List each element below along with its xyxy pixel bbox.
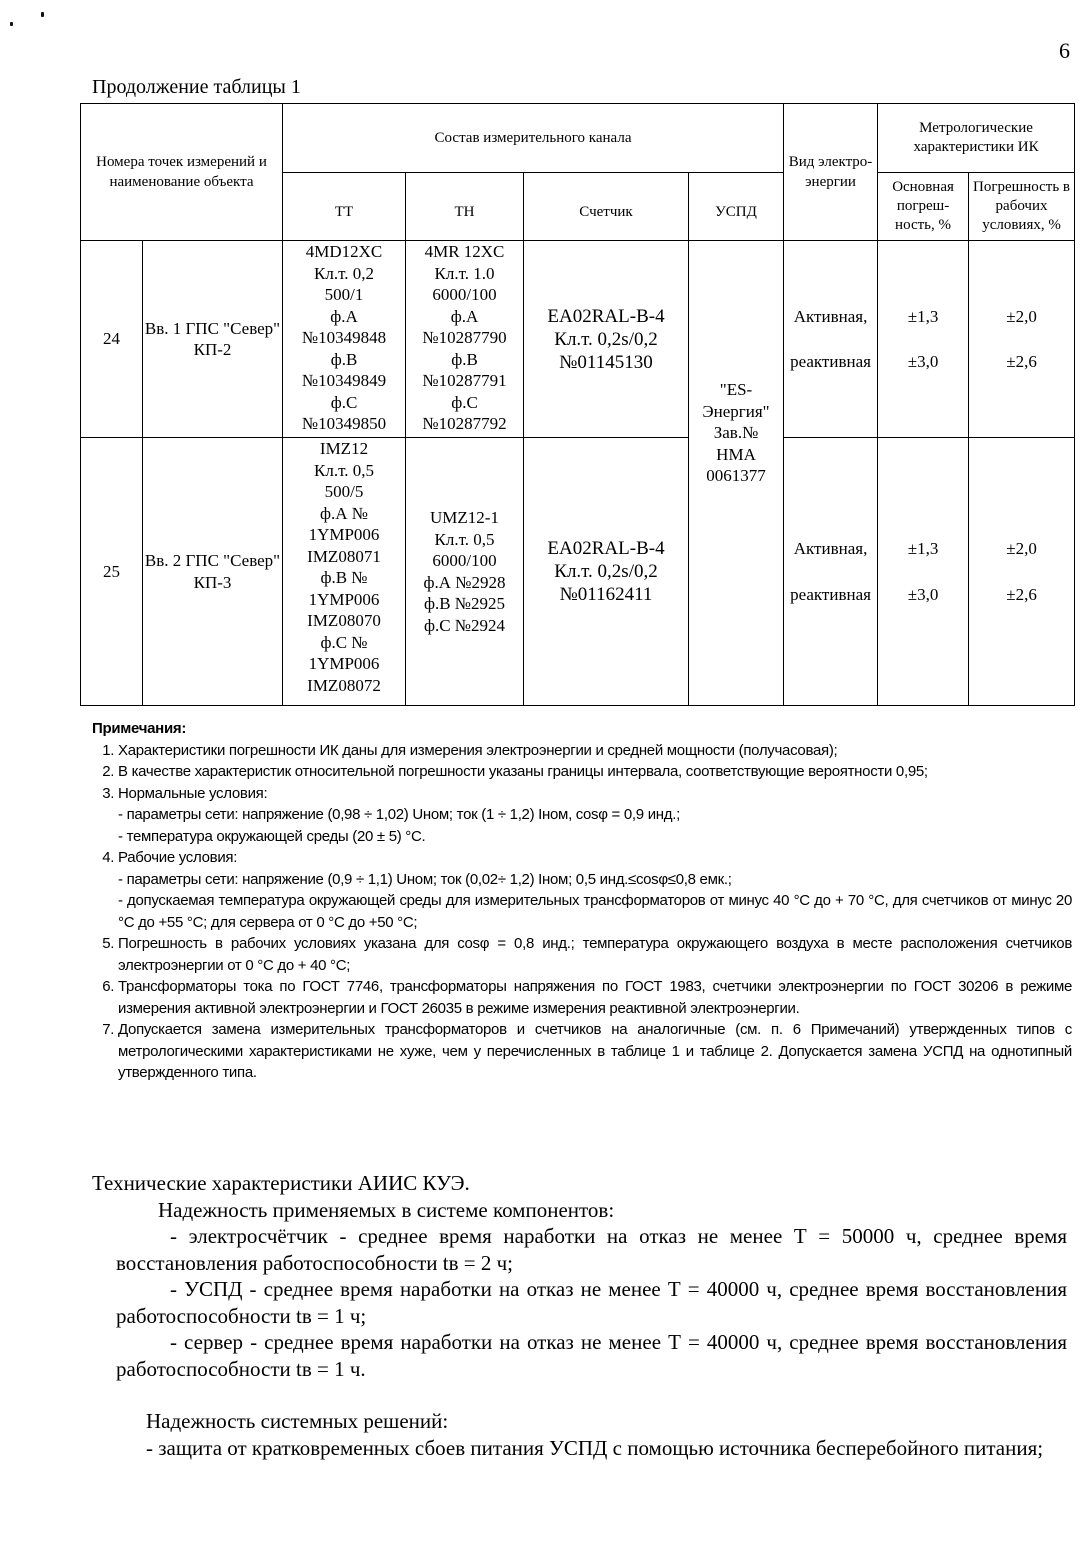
measurement-table <box>80 103 1075 706</box>
note-item: 4. Рабочие условия: - параметры сети: напряжение (0,9 ÷ 1,1) Uном; ток (0,02÷ 1,2) Iном; 0,5 инд.≤cosφ≤0,8 емк.; - допускаемая температура окружающей среды для измерительных трансформаторов от минус 40 °С до + 70 °С, для счетчиков от минус 20 °С до +55 °С; для сервера от 0 °С до +50 °С; <box>118 847 1072 933</box>
notes-title: Примечания: <box>92 720 187 737</box>
reliability-system-heading: Надежность системных решений: <box>146 1409 449 1433</box>
point-number: 25 <box>81 438 143 706</box>
tt-cell: IMZ12 Кл.т. 0,5 500/5 ф.А № 1YMP006 IMZ08071 ф.В № 1YMP006 IMZ08070 ф.С № 1YMP006 IMZ08072 <box>283 438 406 706</box>
note-item: 1. Характеристики погрешности ИК даны для измерения электроэнергии и средней мощности (получасовая); <box>118 740 1072 762</box>
header-channel: Состав измерительного канала <box>283 104 784 173</box>
meter-cell: EA02RAL-B-4 Кл.т. 0,2s/0,2 №01162411 <box>524 438 689 706</box>
notes-section <box>92 718 1072 1084</box>
point-number: 24 <box>81 241 143 438</box>
work-error-cell: ±2,0 ±2,6 <box>969 241 1075 438</box>
table-caption: Продолжение таблицы 1 <box>92 76 301 98</box>
table-row-25 <box>81 438 1075 706</box>
header-energy-type: Вид электро-энергии <box>784 104 878 241</box>
header-work-error: Погрешность в рабочих условиях, % <box>969 173 1075 241</box>
uspd-cell: "ES- Энергия" Зав.№ НМА 0061377 <box>689 241 784 706</box>
page-number: 6 <box>1059 38 1070 63</box>
energy-type-cell: Активная, реактивная <box>784 438 878 706</box>
tn-cell: UMZ12-1 Кл.т. 0,5 6000/100 ф.А №2928 ф.В №2925 ф.С №2924 <box>406 438 524 706</box>
ups-protection: - защита от кратковременных сбоев питания УСПД с помощью источника бесперебойного питания; <box>146 1435 1044 1460</box>
header-basic-error: Основная погреш-ность, % <box>878 173 969 241</box>
note-item: 6. Трансформаторы тока по ГОСТ 7746, трансформаторы напряжения по ГОСТ 1983, счетчики электроэнергии по ГОСТ 30206 в режиме измерения активной электроэнергии и ГОСТ 26035 в режиме измерения реактивной электроэнергии. <box>118 976 1072 1019</box>
uspd-reliability: - УСПД - среднее время наработки на отказ не менее Т = 40000 ч, среднее время восстановления работоспособности tв = 1 ч; <box>116 1277 1067 1328</box>
scan-speck <box>41 12 44 17</box>
note-item: 7. Допускается замена измерительных трансформаторов и счетчиков на аналогичные (см. п. 6 Примечаний) утвержденных типов с метрологическими характеристиками не хуже, чем у перечисленных в таблице 1 и таблице 2. Допускается замена УСПД на однотипный утвержденного типа. <box>118 1019 1072 1084</box>
basic-error-cell: ±1,3 ±3,0 <box>878 438 969 706</box>
energy-type-cell: Активная, реактивная <box>784 241 878 438</box>
header-metrology: Метрологические характеристики ИК <box>878 104 1075 173</box>
header-points: Номера точек измерений и наименование объекта <box>81 104 283 241</box>
tt-cell: 4MD12XC Кл.т. 0,2 500/1 ф.А №10349848 ф.В №10349849 ф.С №10349850 <box>283 241 406 438</box>
tech-heading: Технические характеристики АИИС КУЭ. <box>92 1171 470 1195</box>
header-meter: Счетчик <box>524 173 689 241</box>
scan-speck <box>10 22 13 26</box>
header-uspd: УСПД <box>689 173 784 241</box>
basic-error-cell: ±1,3 ±3,0 <box>878 241 969 438</box>
tn-cell: 4MR 12XC Кл.т. 1.0 6000/100 ф.А №10287790 ф.В №10287791 ф.С №10287792 <box>406 241 524 438</box>
meter-cell: EA02RAL-B-4 Кл.т. 0,2s/0,2 №01145130 <box>524 241 689 438</box>
header-tt: ТТ <box>283 173 406 241</box>
reliability-components-heading: Надежность применяемых в системе компонентов: <box>158 1197 615 1222</box>
meter-reliability: - электросчётчик - среднее время наработки на отказ не менее Т = 50000 ч, среднее время восстановления работоспособности tв = 2 ч; <box>116 1224 1067 1275</box>
table-row-24 <box>81 241 1075 438</box>
header-tn: ТН <box>406 173 524 241</box>
work-error-cell: ±2,0 ±2,6 <box>969 438 1075 706</box>
object-name: Вв. 2 ГПС "Север" КП-3 <box>143 438 283 706</box>
note-item: 2. В качестве характеристик относительной погрешности указаны границы интервала, соответствующие вероятности 0,95; <box>118 761 1072 783</box>
object-name: Вв. 1 ГПС "Север" КП-2 <box>143 241 283 438</box>
note-item: 3. Нормальные условия: - параметры сети: напряжение (0,98 ÷ 1,02) Uном; ток (1 ÷ 1,2) Iном, cosφ = 0,9 инд.; - температура окружающей среды (20 ± 5) °С. <box>118 783 1072 848</box>
server-reliability: - сервер - среднее время наработки на отказ не менее Т = 40000 ч, среднее время восстановления работоспособности tв = 1 ч. <box>116 1330 1067 1381</box>
tech-section <box>92 1170 1067 1461</box>
note-item: 5. Погрешность в рабочих условиях указана для cosφ = 0,8 инд.; температура окружающего воздуха в месте расположения счетчиков электроэнергии от 0 °С до + 40 °С; <box>118 933 1072 976</box>
